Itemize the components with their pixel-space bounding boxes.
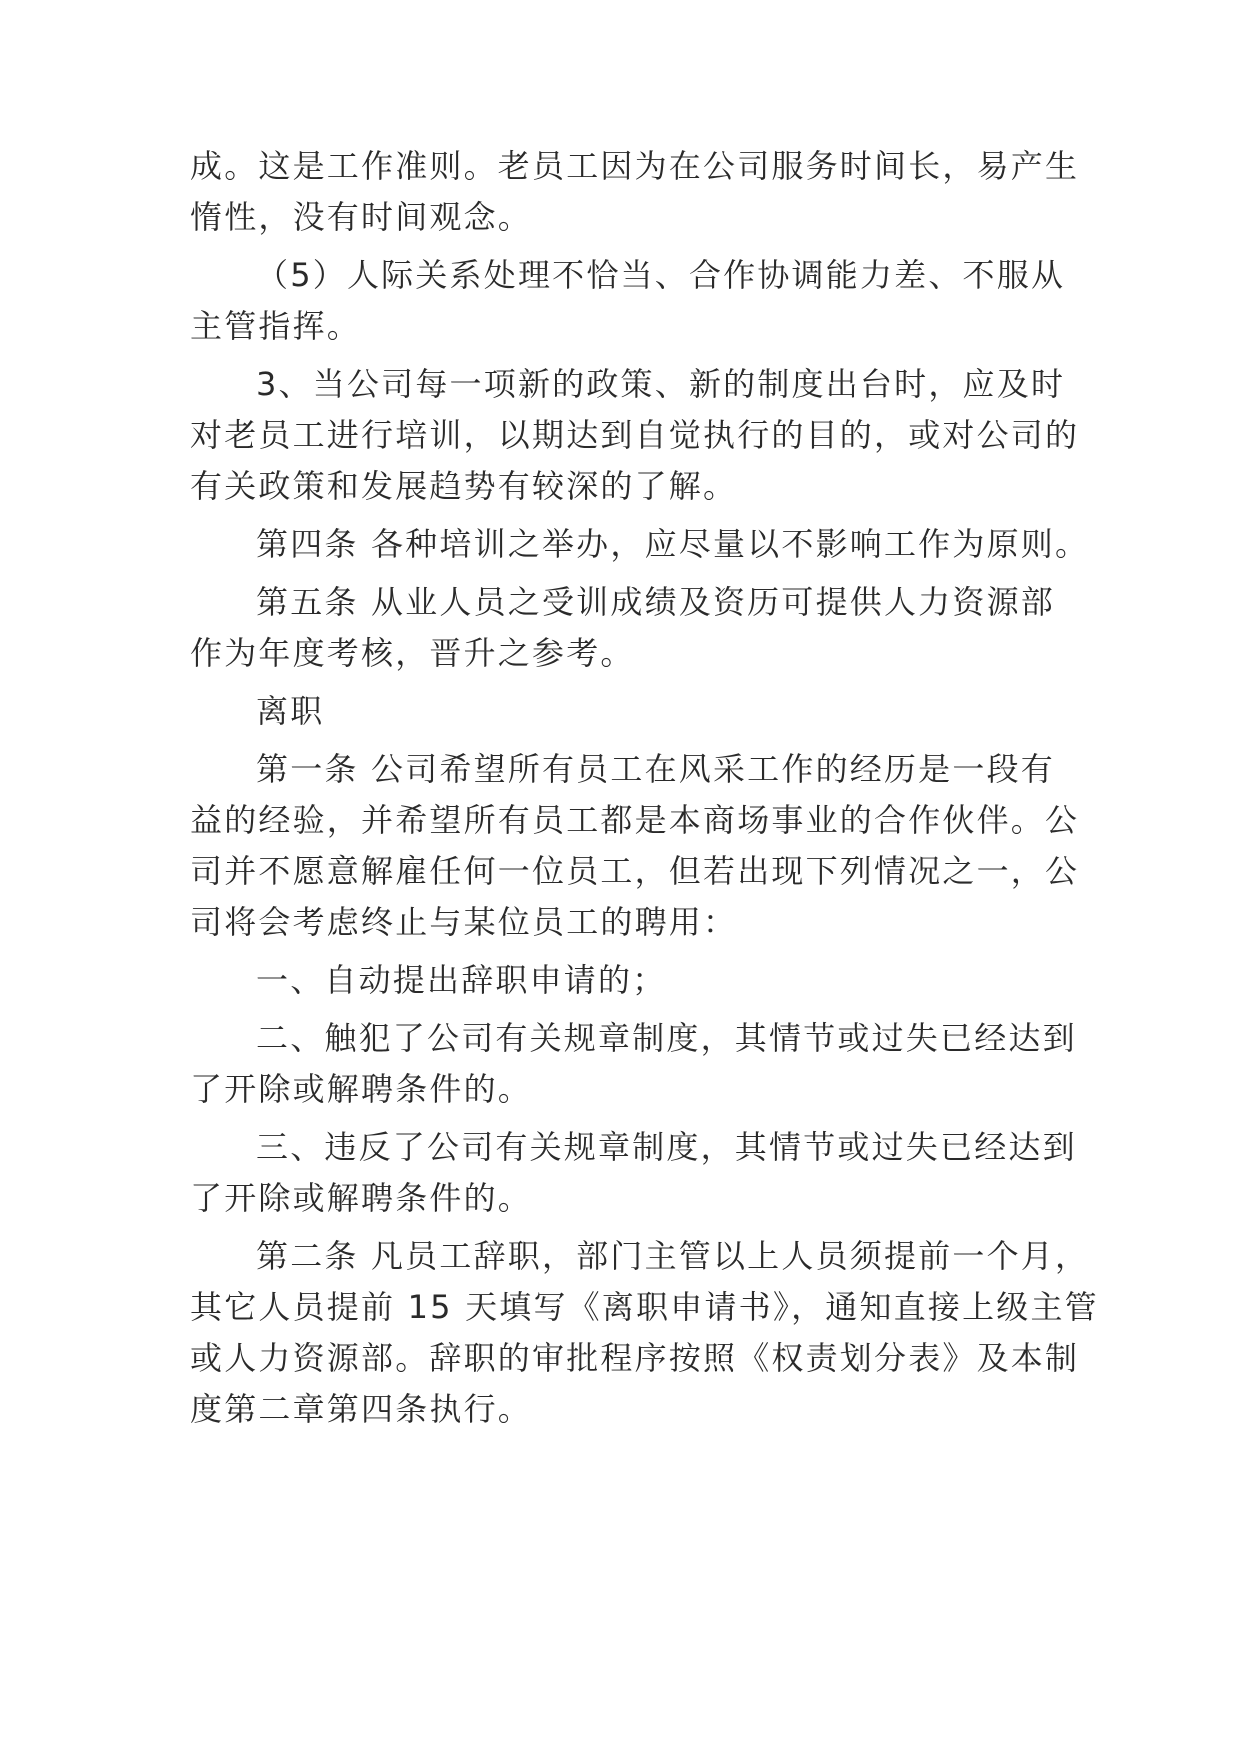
text-line: 惰性，没有时间观念。 (190, 198, 533, 236)
text-line: 司并不愿意解雇任何一位员工，但若出现下列情况之一，公 (190, 852, 1080, 890)
text-line: 二、触犯了公司有关规章制度，其情节或过失已经达到 (256, 1019, 1077, 1057)
text-line: 有关政策和发展趋势有较深的了解。 (190, 467, 738, 505)
text-line: 其它人员提前 15 天填写《离职申请书》，通知直接上级主管 (190, 1288, 1099, 1326)
text-line: 一、自动提出辞职申请的； (256, 961, 667, 999)
text-line: 第四条 各种培训之举办，应尽量以不影响工作为原则。 (256, 525, 1090, 563)
text-line: 3、当公司每一项新的政策、新的制度出台时，应及时 (256, 365, 1066, 403)
text-line: （5）人际关系处理不恰当、合作协调能力差、不服从 (256, 256, 1066, 294)
text-line: 第五条 从业人员之受训成绩及资历可提供人力资源部 (256, 583, 1055, 621)
text-line: 第一条 公司希望所有员工在风采工作的经历是一段有 (256, 750, 1055, 788)
text-line: 司将会考虑终止与某位员工的聘用： (190, 903, 738, 941)
text-line: 第二条 凡员工辞职，部门主管以上人员须提前一个月， (256, 1237, 1090, 1275)
text-line: 对老员工进行培训，以期达到自觉执行的目的，或对公司的 (190, 416, 1080, 454)
text-line: 主管指挥。 (190, 307, 362, 345)
text-line: 度第二章第四条执行。 (190, 1390, 533, 1428)
text-line: 了开除或解聘条件的。 (190, 1179, 533, 1217)
text-line: 益的经验，并希望所有员工都是本商场事业的合作伙伴。公 (190, 801, 1080, 839)
text-line: 成。这是工作准则。老员工因为在公司服务时间长，易产生 (190, 147, 1080, 185)
text-line: 作为年度考核，晋升之参考。 (190, 634, 635, 672)
text-line: 三、违反了公司有关规章制度，其情节或过失已经达到 (256, 1128, 1077, 1166)
text-line: 或人力资源部。辞职的审批程序按照《权责划分表》及本制 (190, 1339, 1080, 1377)
section-heading: 离职 (256, 692, 325, 730)
text-line: 了开除或解聘条件的。 (190, 1070, 533, 1108)
